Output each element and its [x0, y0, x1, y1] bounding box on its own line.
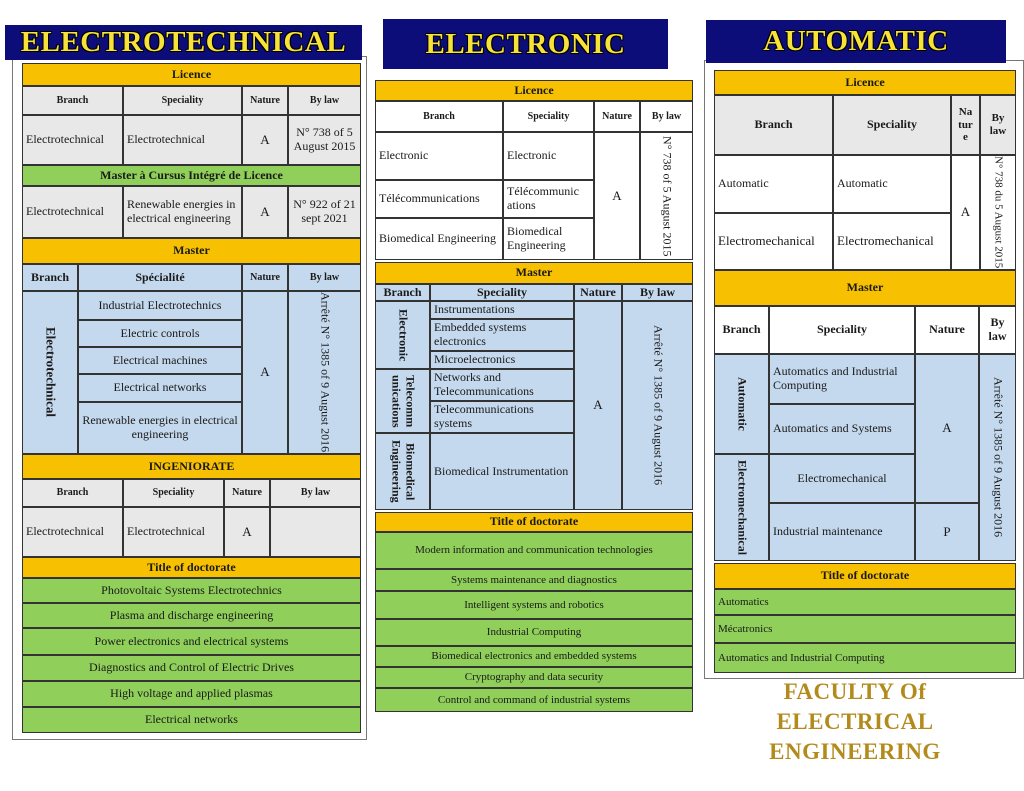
- electrotechnical-title: ELECTROTECHNICAL: [5, 25, 362, 60]
- et-ing-col-speciality: Speciality: [123, 479, 224, 507]
- el-master-speciality-3: Microelectronics: [430, 351, 574, 369]
- et-ingeniorate-header: INGENIORATE: [22, 454, 361, 479]
- el-doctorate-header: Title of doctorate: [375, 512, 693, 532]
- el-doctorate-item-1: Modern information and communication technologies: [375, 532, 693, 569]
- et-licence-branch: Electrotechnical: [22, 115, 123, 165]
- el-master-branch-3: Biomedical Engineering: [375, 433, 430, 510]
- et-master-speciality-3: Electrical machines: [78, 347, 242, 374]
- el-master-col-speciality: Speciality: [430, 284, 574, 301]
- au-doctorate-item-2: Mécatronics: [714, 615, 1016, 643]
- et-licence-col-nature: Nature: [242, 86, 288, 115]
- et-mci-header: Master à Cursus Intégré de Licence: [22, 165, 361, 186]
- au-master-speciality-1: Automatics and Industrial Computing: [769, 354, 915, 404]
- faculty-line-3: ENGINEERING: [769, 739, 941, 764]
- et-master-col-branch: Branch: [22, 264, 78, 291]
- el-master-col-nature: Nature: [574, 284, 622, 301]
- et-doctorate-item-5: High voltage and applied plasmas: [22, 681, 361, 707]
- au-licence-speciality-2: Electromechanical: [833, 213, 951, 270]
- au-licence-header: Licence: [714, 70, 1016, 95]
- el-master-branch-1: Electronic: [375, 301, 430, 369]
- au-master-col-nature: Nature: [915, 306, 979, 354]
- el-master-col-law: By law: [622, 284, 693, 301]
- el-master-speciality-2: Embedded systems electronics: [430, 319, 574, 351]
- el-doctorate-item-5: Biomedical electronics and embedded systems: [375, 646, 693, 667]
- el-doctorate-item-7: Control and command of industrial systems: [375, 688, 693, 712]
- au-licence-branch-1: Automatic: [714, 155, 833, 213]
- au-licence-branch-2: Electromechanical: [714, 213, 833, 270]
- el-licence-law: N° 738 of 5 August 2015: [640, 132, 693, 260]
- et-licence-col-law: By law: [288, 86, 361, 115]
- el-master-header: Master: [375, 262, 693, 284]
- el-master-speciality-1: Instrumentations: [430, 301, 574, 319]
- et-mci-branch: Electrotechnical: [22, 186, 123, 238]
- et-master-speciality-4: Electrical networks: [78, 374, 242, 402]
- au-doctorate-header: Title of doctorate: [714, 563, 1016, 589]
- el-licence-speciality-2: Télécommunic ations: [503, 180, 594, 218]
- el-licence-speciality-1: Electronic: [503, 132, 594, 180]
- et-ing-branch: Electrotechnical: [22, 507, 123, 557]
- et-ing-nature: A: [224, 507, 270, 557]
- au-master-speciality-3: Electromechanical: [769, 454, 915, 503]
- et-ing-col-branch: Branch: [22, 479, 123, 507]
- el-licence-branch-3: Biomedical Engineering: [375, 218, 503, 260]
- et-ing-col-nature: Nature: [224, 479, 270, 507]
- et-mci-nature: A: [242, 186, 288, 238]
- et-licence-law: N° 738 of 5 August 2015: [288, 115, 361, 165]
- au-master-col-branch: Branch: [714, 306, 769, 354]
- au-licence-col-nature: Na tur e: [951, 95, 980, 155]
- au-doctorate-item-3: Automatics and Industrial Computing: [714, 643, 1016, 673]
- et-master-branch: Electrotechnical: [22, 291, 78, 454]
- et-doctorate-item-1: Photovoltaic Systems Electrotechnics: [22, 578, 361, 603]
- au-licence-col-branch: Branch: [714, 95, 833, 155]
- el-master-speciality-5: Telecommunications systems: [430, 401, 574, 433]
- et-ing-law: [270, 507, 361, 557]
- el-master-law: Arrêté N° 1385 of 9 August 2016: [622, 301, 693, 510]
- et-master-col-speciality: Spécialité: [78, 264, 242, 291]
- au-master-speciality-4: Industrial maintenance: [769, 503, 915, 561]
- au-master-branch-2: Electromechanical: [714, 454, 769, 561]
- el-licence-col-law: By law: [640, 101, 693, 132]
- el-master-nature: A: [574, 301, 622, 510]
- electronic-title: ELECTRONIC: [383, 19, 668, 69]
- et-licence-nature: A: [242, 115, 288, 165]
- el-licence-nature: A: [594, 132, 640, 260]
- el-doctorate-item-6: Cryptography and data security: [375, 667, 693, 688]
- au-master-law: Arrêté N° 1385 of 9 August 2016: [979, 354, 1016, 561]
- au-licence-nature: A: [951, 155, 980, 270]
- au-master-nature-2: P: [915, 503, 979, 561]
- et-master-speciality-5: Renewable energies in electrical engineering: [78, 402, 242, 454]
- el-master-col-branch: Branch: [375, 284, 430, 301]
- au-licence-col-speciality: Speciality: [833, 95, 951, 155]
- el-master-speciality-6: Biomedical Instrumentation: [430, 433, 574, 510]
- et-licence-speciality: Electrotechnical: [123, 115, 242, 165]
- au-master-branch-1: Automatic: [714, 354, 769, 454]
- el-licence-branch-1: Electronic: [375, 132, 503, 180]
- et-doctorate-header: Title of doctorate: [22, 557, 361, 578]
- et-master-speciality-2: Electric controls: [78, 320, 242, 347]
- et-doctorate-item-3: Power electronics and electrical systems: [22, 628, 361, 655]
- et-ing-col-law: By law: [270, 479, 361, 507]
- au-doctorate-item-1: Automatics: [714, 589, 1016, 615]
- el-doctorate-item-3: Intelligent systems and robotics: [375, 591, 693, 619]
- et-mci-law: N° 922 of 21 sept 2021: [288, 186, 361, 238]
- et-licence-header: Licence: [22, 63, 361, 86]
- el-master-branch-2: Telecomm unications: [375, 369, 430, 433]
- et-master-law: Arrêté N° 1385 of 9 August 2016: [288, 291, 361, 454]
- et-master-col-nature: Nature: [242, 264, 288, 291]
- et-doctorate-item-4: Diagnostics and Control of Electric Drives: [22, 655, 361, 681]
- et-master-nature: A: [242, 291, 288, 454]
- et-ing-speciality: Electrotechnical: [123, 507, 224, 557]
- au-master-col-speciality: Speciality: [769, 306, 915, 354]
- et-licence-col-branch: Branch: [22, 86, 123, 115]
- et-doctorate-item-6: Electrical networks: [22, 707, 361, 733]
- faculty-line-2: ELECTRICAL: [776, 709, 934, 734]
- et-doctorate-item-2: Plasma and discharge engineering: [22, 603, 361, 628]
- el-licence-col-branch: Branch: [375, 101, 503, 132]
- au-master-speciality-2: Automatics and Systems: [769, 404, 915, 454]
- el-licence-header: Licence: [375, 80, 693, 101]
- el-licence-col-speciality: Speciality: [503, 101, 594, 132]
- et-master-speciality-1: Industrial Electrotechnics: [78, 291, 242, 320]
- faculty-line-1: FACULTY Of: [783, 679, 927, 704]
- au-master-col-law: By law: [979, 306, 1016, 354]
- et-master-col-law: By law: [288, 264, 361, 291]
- au-licence-col-law: By law: [980, 95, 1016, 155]
- el-master-speciality-4: Networks and Telecommunications: [430, 369, 574, 401]
- el-doctorate-item-4: Industrial Computing: [375, 619, 693, 646]
- automatic-title: AUTOMATIC: [706, 20, 1006, 63]
- faculty-title: [740, 677, 970, 767]
- au-licence-speciality-1: Automatic: [833, 155, 951, 213]
- au-licence-law: N° 738 du 5 August 2015: [980, 155, 1016, 270]
- et-licence-col-speciality: Speciality: [123, 86, 242, 115]
- au-master-header: Master: [714, 270, 1016, 306]
- et-mci-speciality: Renewable energies in electrical engineering: [123, 186, 242, 238]
- au-master-nature-1: A: [915, 354, 979, 503]
- el-doctorate-item-2: Systems maintenance and diagnostics: [375, 569, 693, 591]
- el-licence-branch-2: Télécommunications: [375, 180, 503, 218]
- el-licence-col-nature: Nature: [594, 101, 640, 132]
- el-licence-speciality-3: Biomedical Engineering: [503, 218, 594, 260]
- et-master-header: Master: [22, 238, 361, 264]
